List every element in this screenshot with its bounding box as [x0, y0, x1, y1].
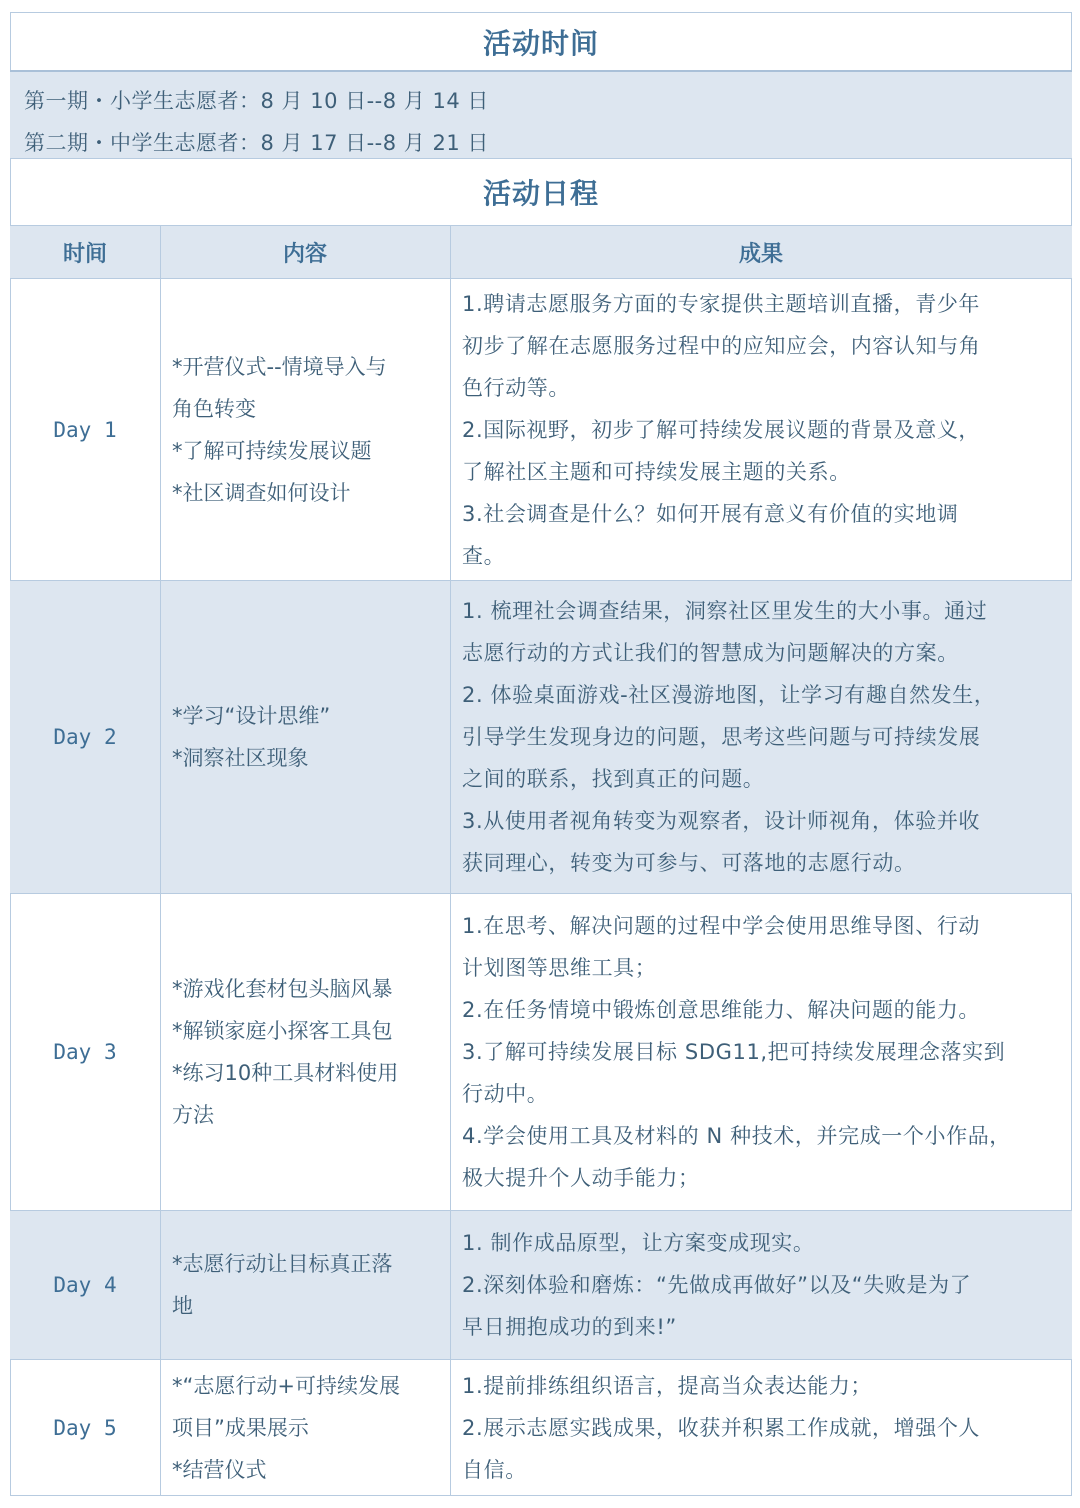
- day-label: Day 4: [53, 1273, 117, 1297]
- content-line: *练习10种工具材料使用: [172, 1061, 399, 1085]
- day-label: Day 2: [53, 725, 117, 749]
- schedule-title: 活动日程: [482, 177, 599, 210]
- period-line-1: 第一期・小学生志愿者：8 月 10 日--8 月 14 日: [24, 89, 489, 113]
- content-line: *开营仪式--情境导入与: [172, 354, 387, 379]
- result-line: 1.聘请志愿服务方面的专家提供主题培训直播，青少年: [462, 291, 981, 316]
- result-line: 2.深刻体验和磨炼：“先做成再做好”以及“失败是为了: [462, 1273, 972, 1297]
- result-line: 计划图等思维工具；: [462, 956, 657, 980]
- result-line: 极大提升个人动手能力；: [462, 1166, 700, 1190]
- content-line: 项目”成果展示: [172, 1415, 309, 1440]
- content-line: *学习“设计思维”: [172, 704, 331, 728]
- content-line: *洞察社区现象: [172, 746, 309, 770]
- period-line-2: 第二期・中学生志愿者：8 月 17 日--8 月 21 日: [24, 131, 489, 155]
- result-line: 行动中。: [462, 1082, 549, 1106]
- header-content: 内容: [282, 241, 327, 267]
- result-line: 1.提前排练组织语言，提高当众表达能力；: [462, 1373, 873, 1398]
- result-line: 志愿行动的方式让我们的智慧成为问题解决的方案。: [462, 641, 959, 665]
- header-result: 成果: [738, 241, 783, 267]
- content-line: 方法: [172, 1103, 214, 1127]
- result-line: 1. 制作成品原型，让方案变成现实。: [462, 1231, 815, 1255]
- result-line: 色行动等。: [462, 375, 570, 400]
- row-result: [462, 1360, 1062, 1495]
- day-label: Day 3: [53, 1040, 117, 1064]
- row-result: [462, 1211, 1062, 1359]
- result-line: 之间的联系，找到真正的问题。: [462, 767, 765, 791]
- column-divider: [450, 226, 451, 1495]
- content-line: *“志愿行动+可持续发展: [172, 1373, 400, 1398]
- result-line: 4.学会使用工具及材料的 N 种技术，并完成一个小作品，: [462, 1124, 1011, 1148]
- result-line: 获同理心，转变为可参与、可落地的志愿行动。: [462, 851, 916, 875]
- activity-time-title: 活动时间: [482, 27, 599, 60]
- row-result: [462, 581, 1062, 893]
- content-line: 角色转变: [172, 396, 256, 421]
- row-content: [172, 894, 440, 1210]
- row-result: [462, 279, 1062, 580]
- content-line: *了解可持续发展议题: [172, 438, 372, 463]
- day-label: Day 1: [53, 417, 117, 442]
- content-line: 地: [172, 1294, 193, 1318]
- content-line: *社区调查如何设计: [172, 480, 351, 505]
- row-content: [172, 1211, 440, 1359]
- result-line: 引导学生发现身边的问题，思考这些问题与可持续发展: [462, 725, 981, 749]
- result-line: 3.从使用者视角转变为观察者，设计师视角，体验并收: [462, 809, 981, 833]
- content-line: *结营仪式: [172, 1457, 267, 1482]
- result-line: 早日拥抱成功的到来!”: [462, 1315, 677, 1339]
- row-result: [462, 894, 1062, 1210]
- result-line: 2.国际视野，初步了解可持续发展议题的背景及意义，: [462, 417, 981, 442]
- result-line: 初步了解在志愿服务过程中的应知应会，内容认知与角: [462, 333, 981, 358]
- result-line: 2.展示志愿实践成果，收获并积累工作成就，增强个人: [462, 1415, 981, 1440]
- result-line: 2.在任务情境中锻炼创意思维能力、解决问题的能力。: [462, 998, 981, 1022]
- header-time: 时间: [62, 241, 107, 267]
- result-line: 3.社会调查是什么？如何开展有意义有价值的实地调: [462, 501, 959, 526]
- result-line: 3.了解可持续发展目标 SDG11,把可持续发展理念落实到: [462, 1040, 1006, 1064]
- result-line: 自信。: [462, 1457, 527, 1482]
- day-label: Day 5: [53, 1415, 117, 1440]
- result-line: 了解社区主题和可持续发展主题的关系。: [462, 459, 851, 484]
- content-line: *解锁家庭小探客工具包: [172, 1019, 393, 1043]
- content-line: *志愿行动让目标真正落: [172, 1252, 393, 1276]
- result-line: 1.在思考、解决问题的过程中学会使用思维导图、行动: [462, 914, 981, 938]
- column-divider: [160, 226, 161, 1495]
- content-line: *游戏化套材包头脑风暴: [172, 977, 393, 1001]
- result-line: 2. 体验桌面游戏-社区漫游地图，让学习有趣自然发生，: [462, 683, 996, 707]
- result-line: 查。: [462, 543, 506, 568]
- row-content: [172, 581, 440, 893]
- row-content: [172, 279, 440, 580]
- row-content: [172, 1360, 440, 1495]
- result-line: 1. 梳理社会调查结果，洞察社区里发生的大小事。通过: [462, 599, 988, 623]
